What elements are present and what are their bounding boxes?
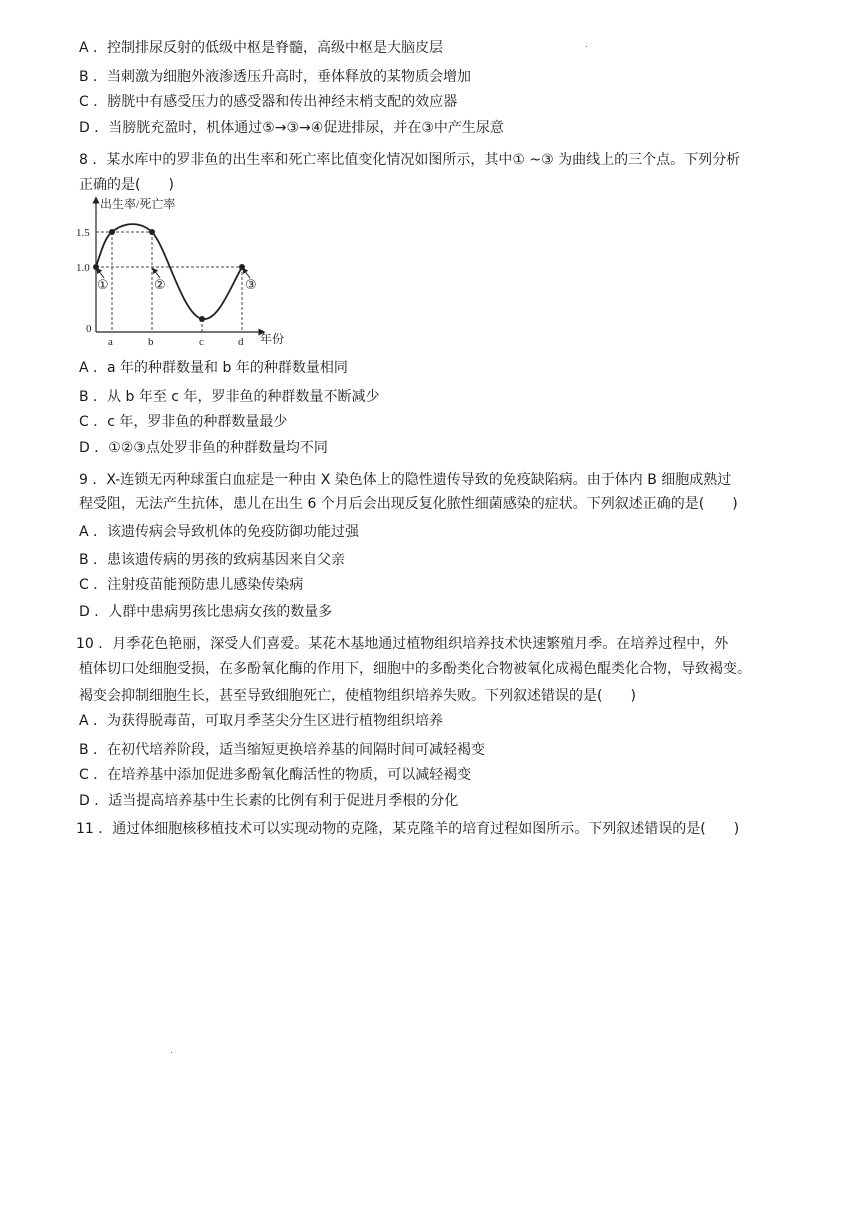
birth-death-ratio-chart: [72, 196, 292, 352]
q7-option-d: D ．当膀胱充盈时，机体通过⑤→③→④促进排尿，并在③中产生尿意: [79, 120, 504, 136]
x-tick-c: c: [199, 336, 204, 348]
x-tick-a: a: [108, 336, 113, 348]
q10-stem-line-2: 植体切口处细胞受损，在多酚氧化酶的作用下，细胞中的多酚类化合物被氧化成褐色醌类化合物，导致褐变。: [79, 661, 751, 677]
y-tick-1-0: 1.0: [76, 262, 90, 274]
q9-option-c: C ．注射疫苗能预防患儿感染传染病: [79, 577, 304, 593]
q8-option-a: A ．a 年的种群数量和 b 年的种群数量相同: [79, 360, 348, 376]
q7-option-b: B ．当刺激为细胞外液渗透压升高时，垂体释放的某物质会增加: [79, 69, 472, 85]
q8-option-b: B ．从 b 年至 c 年，罗非鱼的种群数量不断减少: [79, 389, 380, 405]
q10-stem-line-3: 褐变会抑制细胞生长，甚至导致细胞死亡，使植物组织培养失败。下列叙述错误的是( ): [79, 688, 636, 704]
ratio-curve: [96, 224, 242, 319]
point-2: [149, 229, 155, 235]
pointer-2: [154, 270, 160, 278]
point-3: [239, 264, 245, 270]
q8-stem-line-1: 8 ．某水库中的罗非鱼的出生率和死亡率比值变化情况如图所示，其中① ~③ 为曲线上的三个点。下列分析: [79, 152, 741, 168]
speck: [586, 46, 587, 47]
pointer-1: [98, 270, 104, 278]
point-label-2: ②: [154, 278, 166, 293]
x-axis-title: 年份: [260, 332, 285, 346]
y-axis-title: 出生率/死亡率: [100, 197, 176, 211]
q9-option-b: B ．患该遗传病的男孩的致病基因来自父亲: [79, 552, 346, 568]
point-a: [109, 229, 115, 235]
point-1: [93, 264, 99, 270]
q9-option-d: D ．人群中患病男孩比患病女孩的数量多: [79, 604, 333, 620]
pointer-3: [244, 270, 250, 278]
q8-option-d: D ．①②③点处罗非鱼的种群数量均不同: [79, 440, 328, 456]
q10-option-d: D ．适当提高培养基中生长素的比例有利于促进月季根的分化: [79, 793, 459, 809]
q9-option-a: A ．该遗传病会导致机体的免疫防御功能过强: [79, 524, 360, 540]
point-label-1: ①: [97, 278, 109, 293]
q9-stem-line-1: 9 ．X-连锁无丙种球蛋白血症是一种由 X 染色体上的隐性遗传导致的免疫缺陷病。由于体内 B 细胞成熟过: [79, 472, 732, 488]
speck: [171, 1052, 172, 1053]
y-tick-1-5: 1.5: [76, 227, 90, 239]
q10-stem-line-1: 10 ．月季花色艳丽，深受人们喜爱。某花木基地通过植物组织培养技术快速繁殖月季。在培养过程中，外: [76, 636, 729, 652]
q10-option-a: A ．为获得脱毒苗，可取月季茎尖分生区进行植物组织培养: [79, 713, 444, 729]
point-label-3: ③: [245, 278, 257, 293]
q10-option-c: C ．在培养基中添加促进多酚氧化酶活性的物质，可以减轻褐变: [79, 767, 472, 783]
y-tick-0: 0: [86, 323, 92, 335]
q7-option-a: A ．控制排尿反射的低级中枢是脊髓，高级中枢是大脑皮层: [79, 40, 444, 56]
x-tick-b: b: [148, 336, 154, 348]
x-tick-d: d: [238, 336, 244, 348]
q8-stem-line-2: 正确的是( ): [79, 177, 174, 193]
q7-option-c: C ．膀胱中有感受压力的感受器和传出神经末梢支配的效应器: [79, 94, 458, 110]
q9-stem-line-2: 程受阻，无法产生抗体，患儿在出生 6 个月后会出现反复化脓性细菌感染的症状。下列叙述正确的是( ): [79, 496, 738, 512]
q8-option-c: C ．c 年，罗非鱼的种群数量最少: [79, 414, 288, 430]
point-c: [199, 316, 205, 322]
q11-stem-line-1: 11 ．通过体细胞核移植技术可以实现动物的克隆，某克隆羊的培育过程如图所示。下列叙述错误的是( ): [76, 821, 740, 837]
q10-option-b: B ．在初代培养阶段，适当缩短更换培养基的间隔时间可减轻褐变: [79, 742, 486, 758]
